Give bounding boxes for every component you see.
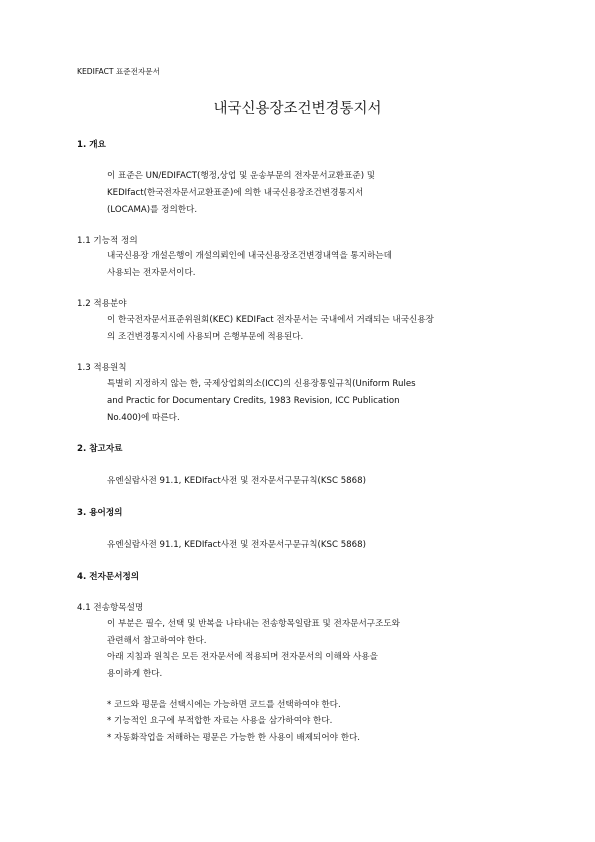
bullet-item: * 자동화작업을 저해하는 평문은 가능한 한 사용이 배제되어야 한다. bbox=[107, 733, 361, 743]
section-2-heading: 2. 참고자료 bbox=[77, 444, 123, 454]
section-1-heading: 1. 개요 bbox=[77, 140, 106, 150]
section-1-2-line: 이 한국전자문서표준위원회(KEC) KEDIFact 전자문서는 국내에서 거래되는 내국신용장 bbox=[107, 315, 434, 325]
bullet-item: * 코드와 평문을 선택시에는 가능하면 코드를 선택하여야 한다. bbox=[107, 700, 341, 710]
section-1-1-line: 내국신용장 개설은행이 개설의뢰인에 내국신용장조건변경내역을 통지하는데 bbox=[107, 251, 392, 261]
section-1-line: 이 표준은 UN/EDIFACT(행정,상업 및 운송부문의 전자문서교환표준) 및 bbox=[107, 171, 376, 181]
section-1-3-line: and Practic for Documentary Credits, 1983 Revision, ICC Publication bbox=[107, 396, 400, 406]
bullet-item: * 기능적인 요구에 부적합한 자료는 사용을 삼가하여야 한다. bbox=[107, 716, 333, 726]
section-4-1-line: 용이하게 한다. bbox=[107, 669, 163, 679]
section-3-line: 유엔실람사전 91.1, KEDIfact사전 및 전자문서구문규칙(KSC 5868) bbox=[107, 540, 366, 550]
document-header: KEDIFACT 표준전자문서 bbox=[77, 67, 160, 76]
section-1-3-line: 특별히 지정하지 않는 한, 국제상업회의소(ICC)의 신용장통일규칙(Uniform Rules bbox=[107, 379, 416, 389]
section-3-heading: 3. 용어정의 bbox=[77, 508, 123, 518]
section-1-line: (LOCAMA)를 정의한다. bbox=[107, 205, 198, 215]
section-4-1-line: 이 부분은 필수, 선택 및 반복을 나타내는 전송항목일람표 및 전자문서구조도와 bbox=[107, 619, 400, 629]
section-1-line: KEDIfact(한국전자문서교환표준)에 의한 내국신용장조건변경통지서 bbox=[107, 188, 364, 198]
section-1-2-line: 의 조건변경통지시에 사용되며 은행부문에 적용된다. bbox=[107, 332, 304, 342]
section-1-2-heading: 1.2 적용분야 bbox=[77, 299, 127, 309]
section-2-line: 유엔실람사전 91.1, KEDIfact사전 및 전자문서구문규칙(KSC 5868) bbox=[107, 476, 366, 486]
section-4-heading: 4. 전자문서정의 bbox=[77, 572, 140, 582]
section-1-1-line: 사용되는 전자문서이다. bbox=[107, 268, 196, 278]
section-4-1-heading: 4.1 전송항목설명 bbox=[77, 603, 144, 613]
section-1-1-heading: 1.1 기능적 정의 bbox=[77, 236, 138, 246]
section-4-1-line: 아래 지침과 원칙은 모든 전자문서에 적용되며 전자문서의 이해와 사용을 bbox=[107, 652, 378, 662]
section-1-3-line: No.400)에 따른다. bbox=[107, 413, 180, 423]
section-1-3-heading: 1.3 적용원칙 bbox=[77, 363, 127, 373]
section-4-1-line: 관련해서 참고하여야 한다. bbox=[107, 636, 207, 646]
page-title: 내국신용장조건변경통지서 bbox=[213, 101, 382, 117]
